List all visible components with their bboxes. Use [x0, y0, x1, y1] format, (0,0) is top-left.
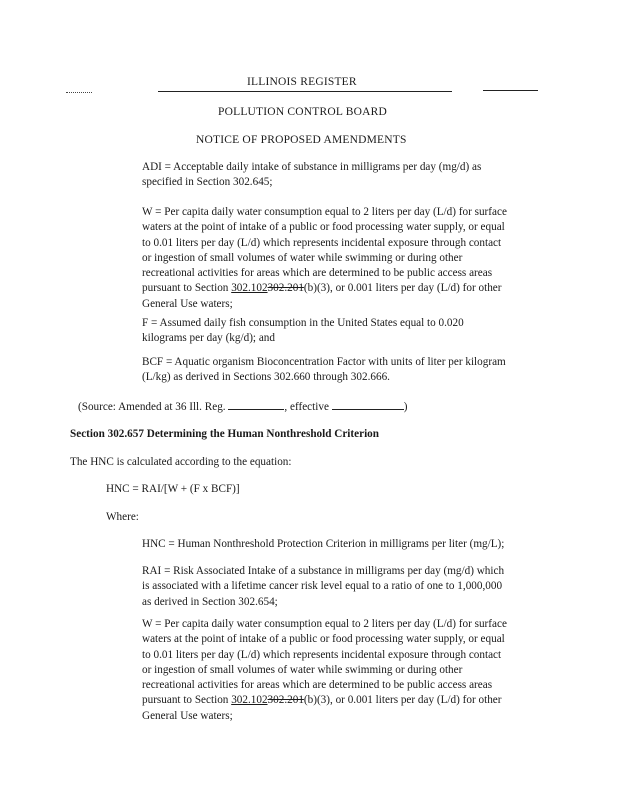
text-line: kilograms per day (kg/d); and	[142, 332, 275, 345]
text-line: or ingestion of small volumes of water while swimming or during other	[142, 251, 463, 264]
header-rule-right	[483, 90, 538, 91]
text-line: recreational activities for areas which are determined to be public access areas	[142, 679, 493, 692]
definition-adi	[142, 160, 481, 191]
text-line: General Use waters;	[142, 709, 233, 722]
header-rule	[158, 91, 452, 92]
definition-hnc	[142, 537, 504, 552]
text-line: waters at the point of intake of a public or food processing water supply, or equal	[142, 633, 505, 646]
text-line: or ingestion of small volumes of water while swimming or during other	[142, 663, 463, 676]
text-line: General Use waters;	[142, 297, 233, 310]
inserted-text: 302.102	[231, 694, 268, 707]
section-heading: Section 302.657 Determining the Human Nonthreshold Criterion	[70, 428, 379, 440]
definition-rai	[142, 564, 504, 610]
text-line-amended	[142, 281, 507, 296]
definition-w	[142, 205, 507, 312]
text-line: to 0.01 liters per day (L/d) which represents incidental exposure through contact	[142, 236, 502, 249]
text-line: recreational activities for areas which are determined to be public access areas	[142, 267, 493, 280]
text-line: as derived in Section 302.654;	[142, 595, 278, 608]
volume-blank	[228, 399, 284, 410]
text-line: W = Per capita daily water consumption equal to 2 liters per day (L/d) for surface	[142, 618, 507, 630]
text-line-amended	[142, 693, 507, 708]
text-line: specified in Section 302.645;	[142, 176, 273, 189]
deleted-text: 302.201	[267, 694, 304, 707]
text-line: (L/kg) as derived in Sections 302.660 through 302.666.	[142, 371, 390, 384]
definition-f	[142, 316, 464, 347]
equation: HNC = RAI/[W + (F x BCF)]	[106, 483, 240, 495]
definition-w-2	[142, 617, 507, 724]
header-dotted-rule-left	[66, 92, 92, 93]
text-line: W = Per capita daily water consumption equal to 2 liters per day (L/d) for surface	[142, 206, 507, 218]
board-title: POLLUTION CONTROL BOARD	[218, 106, 388, 118]
inserted-text: 302.102	[231, 282, 268, 295]
date-blank	[332, 399, 404, 410]
section-intro: The HNC is calculated according to the equation:	[70, 456, 292, 468]
text-line: waters at the point of intake of a public or food processing water supply, or equal	[142, 221, 505, 234]
source-mid: , effective	[284, 401, 332, 413]
text-line: to 0.01 liters per day (L/d) which represents incidental exposure through contact	[142, 648, 502, 661]
text-line: BCF = Aquatic organism Bioconcentration Factor with units of liter per kilogram	[142, 356, 506, 368]
text-line: HNC = Human Nonthreshold Protection Criterion in milligrams per liter (mg/L);	[142, 538, 505, 550]
register-title: ILLINOIS REGISTER	[247, 76, 357, 88]
source-suffix: )	[403, 401, 408, 413]
notice-title: NOTICE OF PROPOSED AMENDMENTS	[196, 134, 407, 146]
text-line: F = Assumed daily fish consumption in the United States equal to 0.020	[142, 317, 464, 329]
text-fragment: (b)(3), or 0.001 liters per day (L/d) for other	[303, 694, 502, 707]
text-fragment: pursuant to Section	[142, 282, 232, 295]
text-fragment: (b)(3), or 0.001 liters per day (L/d) for other	[303, 282, 502, 295]
text-line: ADI = Acceptable daily intake of substance in milligrams per day (mg/d) as	[142, 161, 482, 173]
where-label: Where:	[106, 511, 139, 523]
text-line: RAI = Risk Associated Intake of a substance in milligrams per day (mg/d) which	[142, 565, 505, 577]
definition-bcf	[142, 355, 506, 386]
deleted-text: 302.201	[267, 282, 304, 295]
text-line: is associated with a lifetime cancer risk level equal to a ratio of one to 1,000,000	[142, 580, 503, 593]
source-prefix: (Source: Amended at 36 Ill. Reg.	[78, 401, 229, 413]
source-note	[78, 399, 407, 415]
text-fragment: pursuant to Section	[142, 694, 232, 707]
